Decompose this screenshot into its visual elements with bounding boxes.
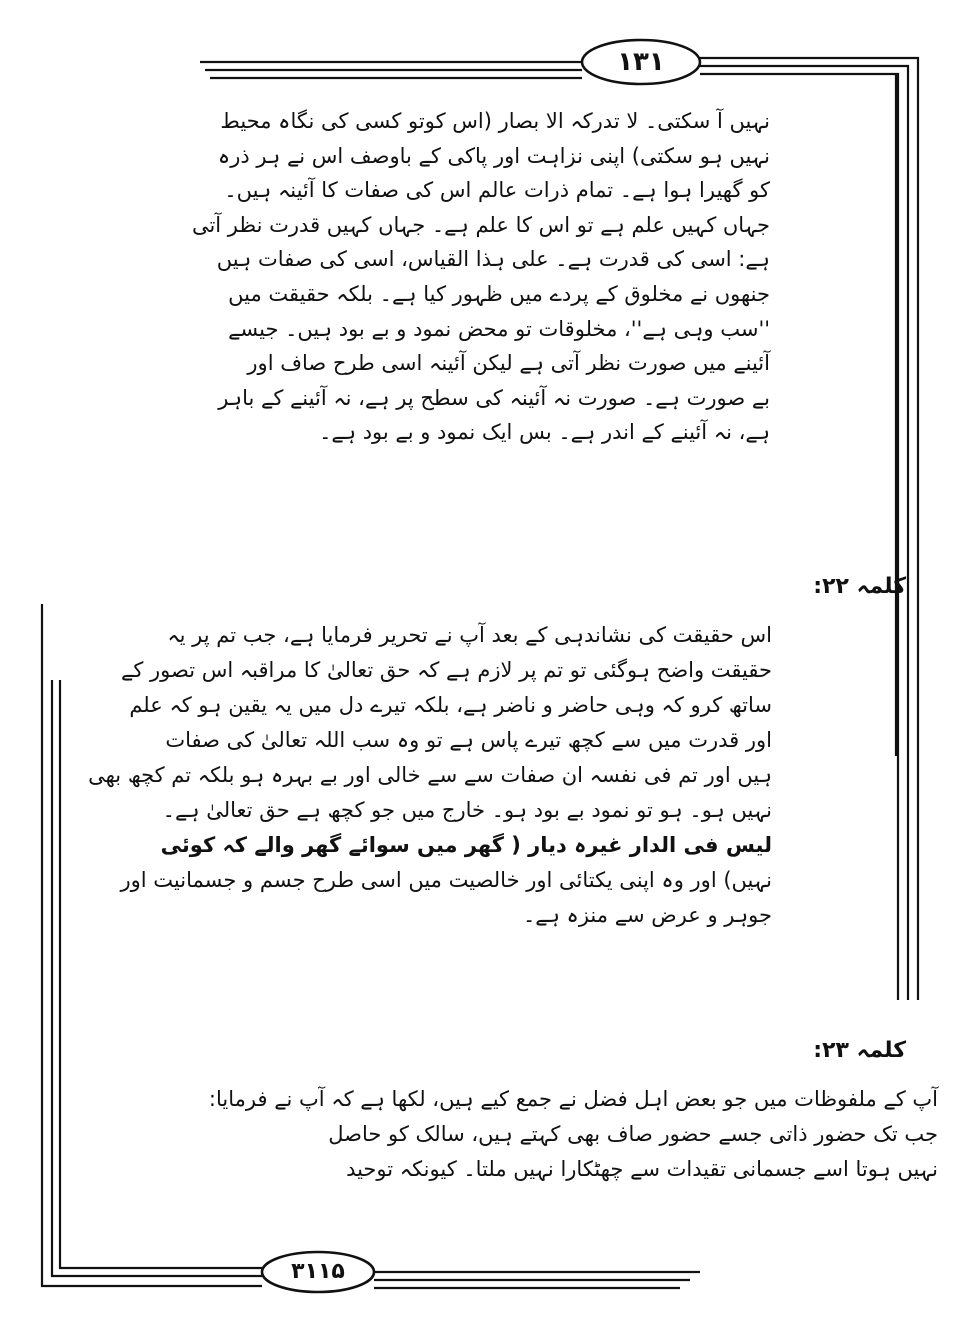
bottom-page-number: ۳۱۱۵ — [291, 1259, 345, 1284]
text-line: نہیں ہو۔ ہو تو نمود بے بود ہو۔ خارج میں جو کچھ ہے حق تعالیٰ ہے۔ — [162, 798, 772, 822]
text-line: بے صورت ہے۔ صورت نہ آئینہ کی سطح پر ہے، نہ آئینے کے باہر — [218, 385, 770, 410]
text-line: اور قدرت میں سے کچھ تیرے پاس ہے تو وہ سب اللہ تعالیٰ کی صفات — [165, 728, 772, 752]
text-line: جنھوں نے مخلوق کے پردے میں ظہور کیا ہے۔ بلکہ حقیقت میں — [228, 281, 770, 306]
text-line: حقیقت واضح ہوگئی تو تم پر لازم ہے کہ حق تعالیٰ کا مراقبہ اس تصور کے — [121, 658, 772, 682]
text-line: آئینے میں صورت نظر آتی ہے لیکن آئینہ اسی طرح صاف اور — [247, 351, 770, 376]
text-line: ہے: اسی کی قدرت ہے۔ علی ہذا القیاس، اسی کی صفات ہیں — [216, 247, 770, 272]
text-line: نہیں آ سکتی۔ لا تدرکہ الا بصار (اس کوتو کسی کی نگاہ محیط — [220, 109, 770, 133]
text-line: جہاں کہیں علم ہے تو اس کا علم ہے۔ جہاں کہیں قدرت نظر آتی — [191, 212, 770, 237]
kalima-23-paragraph — [208, 1082, 938, 1186]
text-line: ہیں اور تم فی نفسہ ان صفات سے سے خالی اور بے بہرہ ہو بلکہ تم کچھ بھی — [88, 763, 772, 787]
kalima-22-paragraph — [88, 618, 772, 933]
intro-paragraph — [191, 104, 770, 450]
text-line: جب تک حضور ذاتی جسے حضور صاف بھی کہتے ہیں، سالک کو حاصل — [328, 1121, 938, 1146]
text-line: ہے، نہ آئینے کے اندر ہے۔ بس ایک نمود و بے بود ہے۔ — [319, 420, 770, 445]
text-line: نہیں ہوتا اسے جسمانی تقیدات سے چھٹکارا نہیں ملتا۔ کیونکہ توحید — [346, 1156, 938, 1181]
text-line: جوہر و عرض سے منزہ ہے۔ — [522, 903, 772, 927]
text-line: کو گھیرا ہوا ہے۔ تمام ذرات عالم اس کی صفات کا آئینہ ہیں۔ — [224, 178, 770, 203]
text-line: آپ کے ملفوظات میں جو بعض اہل فضل نے جمع کیے ہیں، لکھا ہے کہ آپ نے فرمایا: — [208, 1087, 938, 1111]
text-line: ''سب وہی ہے''، مخلوقات تو محض نمود و بے بود ہیں۔ جیسے — [228, 316, 770, 341]
text-line: نہیں) اور وہ اپنی یکتائی اور خالصیت میں اسی طرح جسم و جسمانیت اور — [120, 868, 772, 892]
arabic-quote-line: لیس فی الدار غیرہ دیار ( گھر میں سوائے گھر والے کہ کوئی — [160, 833, 772, 857]
top-page-number: ۱۳۱ — [617, 47, 665, 77]
text-line: نہیں ہو سکتی) اپنی نزاہت اور پاکی کے باوصف اس نے ہر ذرہ — [217, 143, 770, 168]
text-line: اس حقیقت کی نشاندہی کے بعد آپ نے تحریر فرمایا ہے، جب تم پر یہ — [167, 623, 772, 647]
text-line: ساتھ کرو کہ وہی حاضر و ناضر ہے، بلکہ تیرے دل میں یہ یقین ہو کہ علم — [129, 693, 772, 717]
kalima-22-heading: کلمہ ۲۲: — [813, 574, 906, 599]
kalima-23-heading: کلمہ ۲۳: — [813, 1038, 906, 1063]
